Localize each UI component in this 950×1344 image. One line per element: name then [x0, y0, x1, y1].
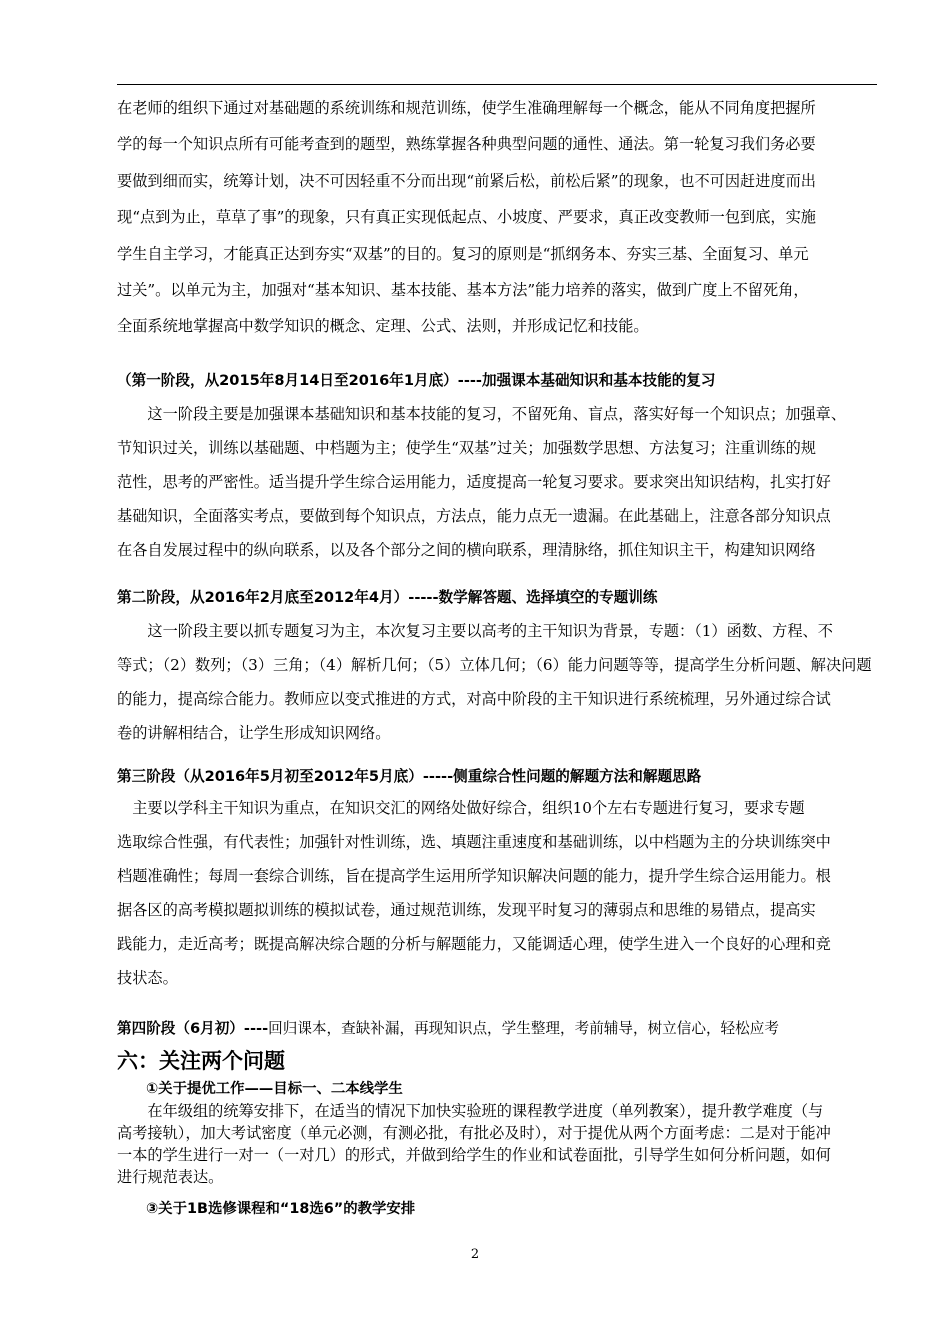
stage2-heading: 第二阶段，从2016年2月底至2012年4月）-----数学解答题、选择填空的专题训练 [117, 589, 658, 606]
text-line: 这一阶段主要以抓专题复习为主，本次复习主要以高考的主干知识为背景，专题：（1）函数、方程、不 [117, 622, 833, 640]
stage4-heading-bold: 第四阶段（6月初）---- [117, 1020, 269, 1037]
stage1-paragraph [117, 397, 879, 567]
item3-title: ③关于1B选修课程和“18选6”的教学安排 [146, 1201, 416, 1217]
intro-paragraph [117, 90, 879, 345]
stage3-paragraph [117, 791, 879, 995]
text-line: 主要以学科主干知识为重点，在知识交汇的网络处做好综合，组织10个左右专题进行复习，要求专题 [117, 799, 805, 817]
text-line: 在年级组的统筹安排下，在适当的情况下加快实验班的课程教学进度（单列教案），提升教学难度（与 [117, 1102, 824, 1120]
text-line: 进行规范表达。 [117, 1168, 224, 1186]
stage2-paragraph [117, 614, 879, 750]
text-line: 学生自主学习，才能真正达到夯实“双基”的目的。复习的原则是“抓纲务本、夯实三基、全面复习、单元 [117, 244, 809, 263]
text-line: 卷的讲解相结合，让学生形成知识网络。 [117, 724, 391, 742]
stage1-heading: （第一阶段，从2015年8月14日至2016年1月底）----加强课本基础知识和基本技能的复习 [117, 372, 716, 389]
text-line: 范性，思考的严密性。适当提升学生综合运用能力，适度提高一轮复习要求。要求突出知识结构，扎实打好 [117, 473, 831, 491]
text-line: 基础知识，全面落实考点，要做到每个知识点，方法点，能力点无一遗漏。在此基础上，注意各部分知识点 [117, 507, 831, 525]
item1-title: ①关于提优工作——目标一、二本线学生 [146, 1081, 403, 1097]
stage4-heading [117, 1017, 887, 1038]
header-rule [117, 84, 877, 85]
text-line: 过关”。以单元为主，加强对“基本知识、基本技能、基本方法”能力培养的落实，做到广度上不留死角， [117, 280, 809, 299]
text-line: 选取综合性强，有代表性；加强针对性训练，选、填题注重速度和基础训练，以中档题为主的分块训练突中 [117, 833, 831, 851]
stage3-heading: 第三阶段（从2016年5月初至2012年5月底）-----侧重综合性问题的解题方法和解题思路 [117, 768, 702, 785]
text-line: 技状态。 [117, 969, 178, 987]
text-line: 据各区的高考模拟题拟训练的模拟试卷，通过规范训练，发现平时复习的薄弱点和思维的易错点，提高实 [117, 901, 816, 919]
text-line: 现“点到为止，草草了事”的现象，只有真正实现低起点、小坡度、严要求，真正改变教师一包到底，实施 [117, 208, 816, 227]
text-line: 这一阶段主要是加强课本基础知识和基本技能的复习，不留死角、盲点，落实好每一个知识点；加强章、 [117, 405, 846, 423]
text-line: 学的每一个知识点所有可能考查到的题型，熟练掌握各种典型问题的通性、通法。第一轮复习我们务必要 [117, 135, 816, 154]
text-line: 节知识过关，训练以基础题、中档题为主；使学生“双基”过关；加强数学思想、方法复习；注重训练的规 [117, 439, 816, 457]
text-line: 的能力，提高综合能力。教师应以变式推进的方式，对高中阶段的主干知识进行系统梳理，另外通过综合试 [117, 690, 831, 708]
text-line: 档题准确性；每周一套综合训练，旨在提高学生运用所学知识解决问题的能力，提升学生综合运用能力。根 [117, 867, 831, 885]
text-line: 一本的学生进行一对一（一对几）的形式，并做到给学生的作业和试卷面批，引导学生如何分析问题，如何 [117, 1146, 831, 1164]
section6-title: 六：关注两个问题 [117, 1049, 285, 1073]
text-line: 在各自发展过程中的纵向联系，以及各个部分之间的横向联系，理清脉络，抓住知识主干，构建知识网络 [117, 541, 816, 559]
text-line: 要做到细而实，统筹计划，决不可因轻重不分而出现“前紧后松，前松后紧”的现象，也不可因赶进度而出 [117, 171, 816, 190]
text-line: 全面系统地掌握高中数学知识的概念、定理、公式、法则，并形成记忆和技能。 [117, 317, 649, 336]
text-line: 高考接轨），加大考试密度（单元必测，有测必批，有批必及时），对于提优从两个方面考虑：二是对于能冲 [117, 1124, 831, 1142]
text-line: 在老师的组织下通过对基础题的系统训练和规范训练，使学生准确理解每一个概念，能从不同角度把握所 [117, 99, 816, 117]
text-line: 践能力，走近高考；既提高解决综合题的分析与解题能力，又能调适心理，使学生进入一个良好的心理和竞 [117, 935, 831, 953]
page-number: 2 [470, 1247, 480, 1262]
item1-paragraph [117, 1100, 879, 1188]
text-line: 等式；（2）数列；（3）三角；（4）解析几何；（5）立体几何；（6）能力问题等等，提高学生分析问题、解决问题 [117, 656, 872, 674]
stage4-heading-text: 回归课本，查缺补漏，再现知识点，学生整理，考前辅导，树立信心，轻松应考 [268, 1020, 779, 1037]
